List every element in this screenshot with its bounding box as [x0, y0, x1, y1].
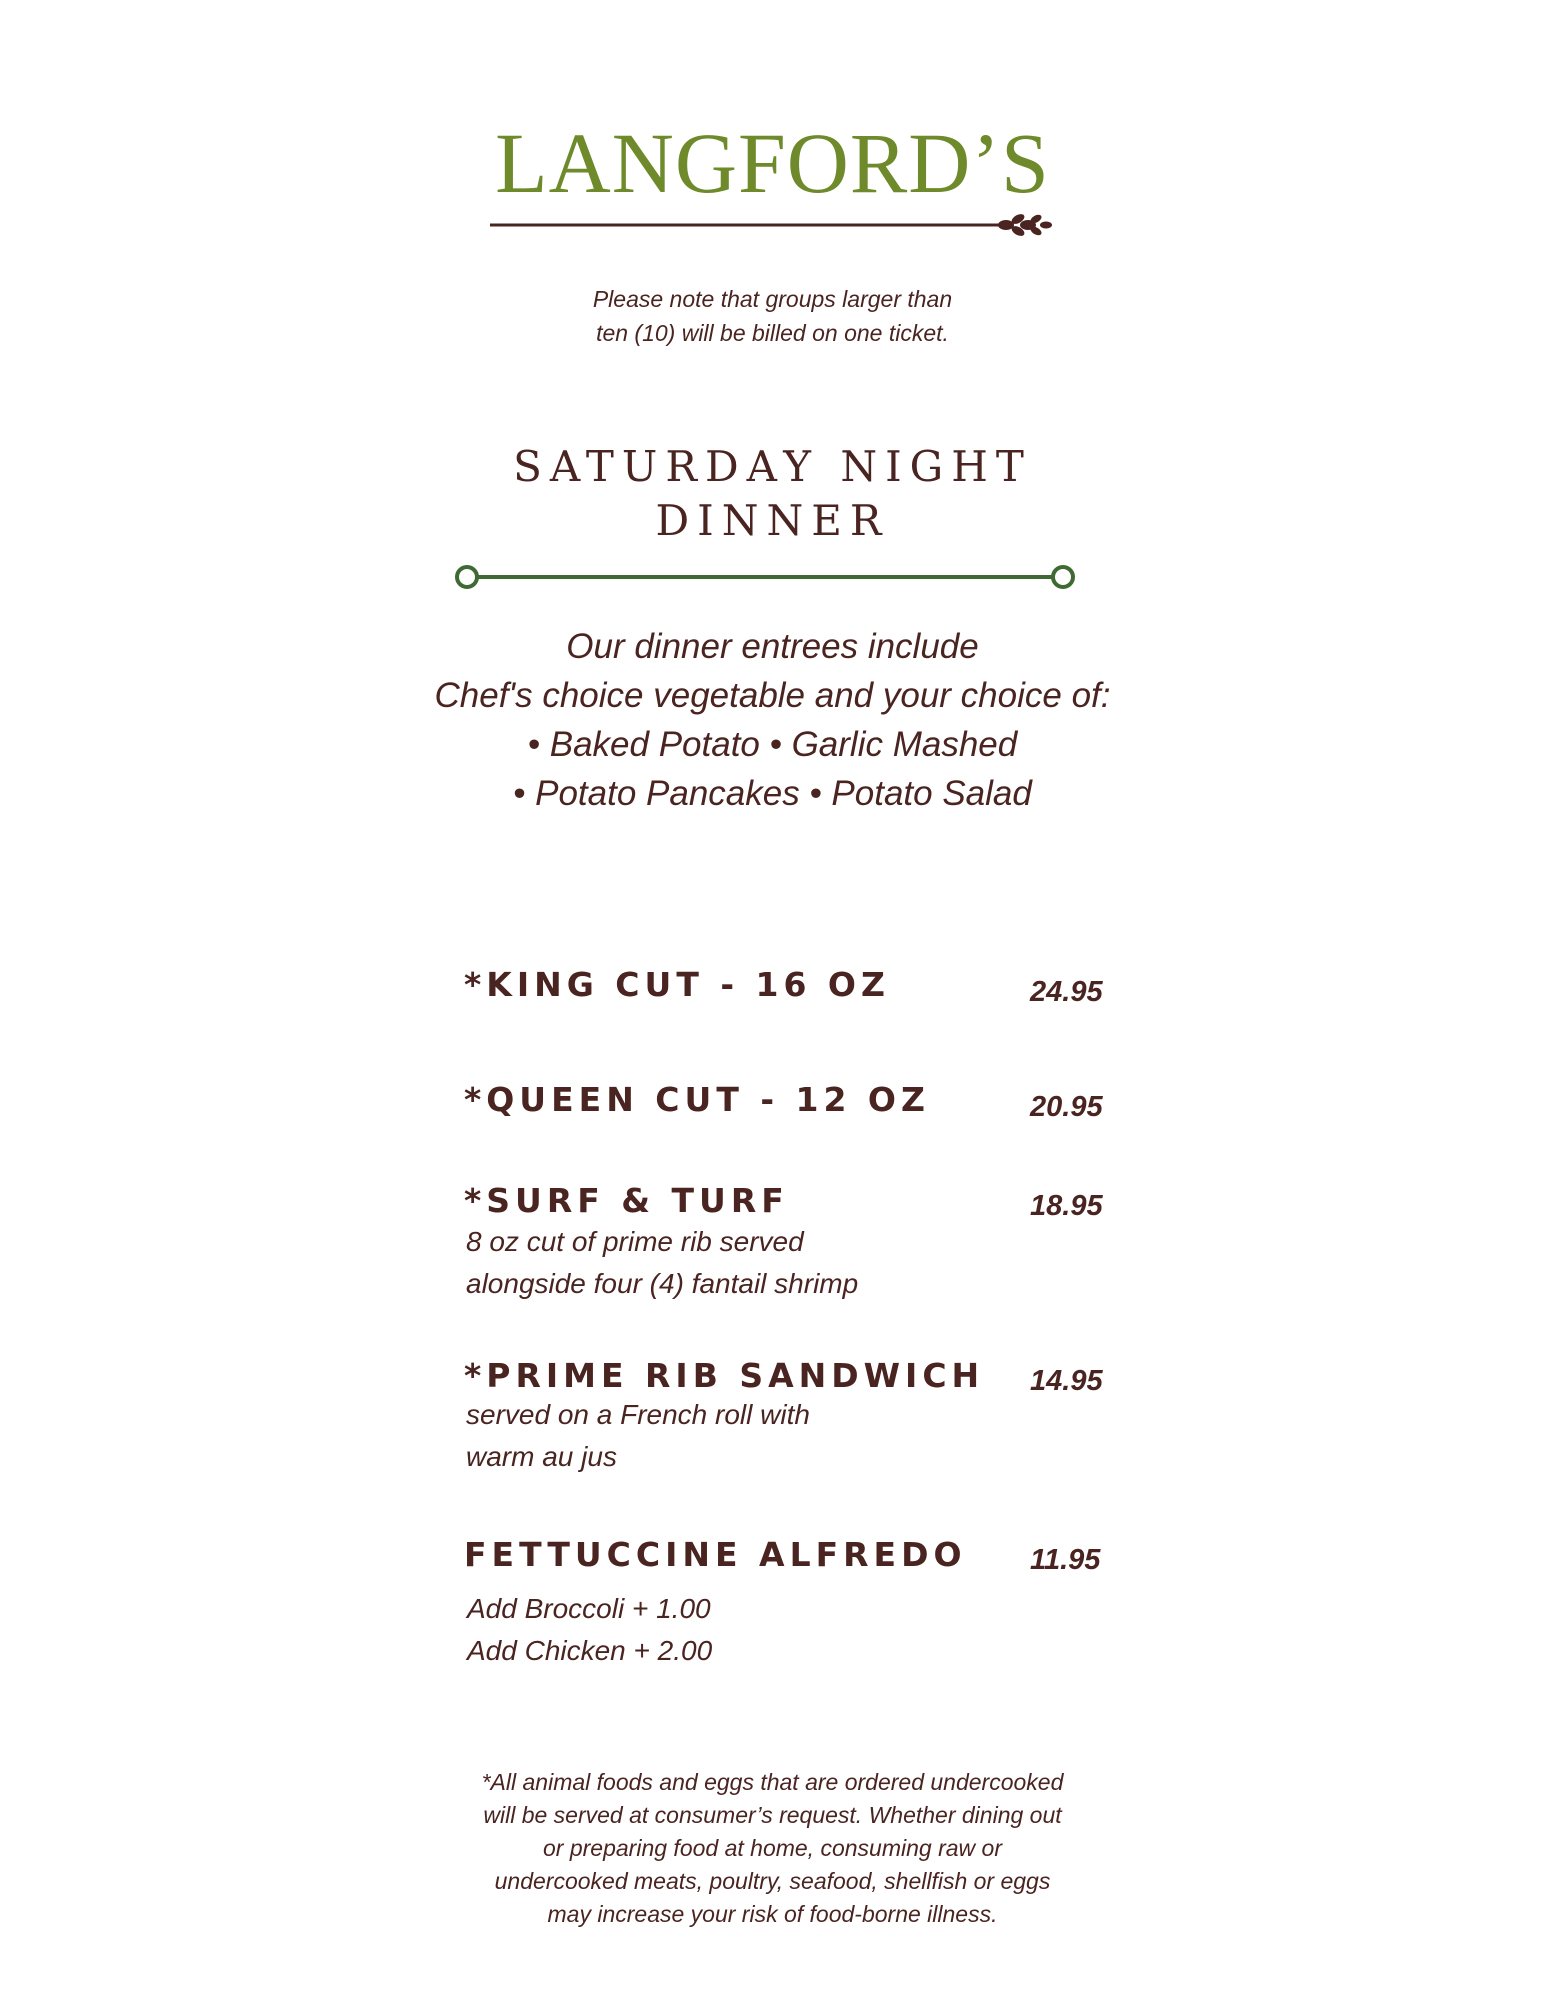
menu-item-description	[466, 1394, 810, 1478]
intro-line: Our dinner entrees include	[566, 627, 979, 666]
description-line: alongside four (4) fantail shrimp	[466, 1268, 859, 1299]
group-billing-note	[0, 282, 1545, 350]
menu-item-price: 11.95	[1030, 1544, 1101, 1576]
disclaimer-line: or preparing food at home, consuming raw or	[543, 1835, 1002, 1861]
disclaimer-line: undercooked meats, poultry, seafood, shellfish or eggs	[494, 1868, 1051, 1894]
disclaimer-line: *All animal foods and eggs that are ordered undercooked	[481, 1769, 1064, 1795]
intro-line: • Potato Pancakes • Potato Salad	[513, 774, 1032, 813]
leaf-ornament-icon	[998, 212, 1052, 238]
divider-end-circle-icon	[457, 567, 477, 587]
menu-item-description	[467, 1588, 712, 1672]
disclaimer-line: may increase your risk of food-borne illness.	[547, 1901, 998, 1927]
logo: LANGFORD’S	[495, 115, 1050, 211]
section-divider	[455, 560, 1075, 594]
menu-item-name: *PRIME RIB SANDWICH	[464, 1356, 985, 1395]
menu-item-name: *QUEEN CUT - 12 OZ	[464, 1080, 930, 1119]
logo-divider	[488, 210, 1058, 240]
disclaimer-line: will be served at consumer’s request. Whether dining out	[483, 1802, 1062, 1828]
menu-item-name: *KING CUT - 16 OZ	[464, 965, 890, 1004]
menu-item-price: 24.95	[1030, 976, 1103, 1008]
description-line: served on a French roll with	[466, 1399, 810, 1430]
intro-line: • Baked Potato • Garlic Mashed	[527, 725, 1018, 764]
divider-end-circle-icon	[1053, 567, 1073, 587]
menu-item-description	[466, 1221, 858, 1305]
description-line: 8 oz cut of prime rib served	[466, 1226, 804, 1257]
menu-item-price: 14.95	[1030, 1365, 1103, 1397]
menu-item-price: 20.95	[1030, 1091, 1103, 1123]
food-safety-disclaimer	[0, 1766, 1545, 1931]
description-line: Add Chicken + 2.00	[467, 1635, 713, 1666]
note-line: ten (10) will be billed on one ticket.	[596, 320, 949, 346]
section-title	[0, 440, 1545, 548]
section-title-line: DINNER	[655, 496, 890, 545]
intro-line: Chef's choice vegetable and your choice of:	[434, 676, 1111, 715]
section-title-line: SATURDAY NIGHT	[513, 442, 1032, 491]
description-line: Add Broccoli + 1.00	[467, 1593, 711, 1624]
description-line: warm au jus	[466, 1441, 617, 1472]
menu-item-price: 18.95	[1030, 1190, 1103, 1222]
menu-item-name: FETTUCCINE ALFREDO	[464, 1535, 967, 1574]
menu-item-name: *SURF & TURF	[464, 1181, 789, 1220]
note-line: Please note that groups larger than	[592, 286, 953, 312]
entree-intro	[0, 622, 1545, 818]
